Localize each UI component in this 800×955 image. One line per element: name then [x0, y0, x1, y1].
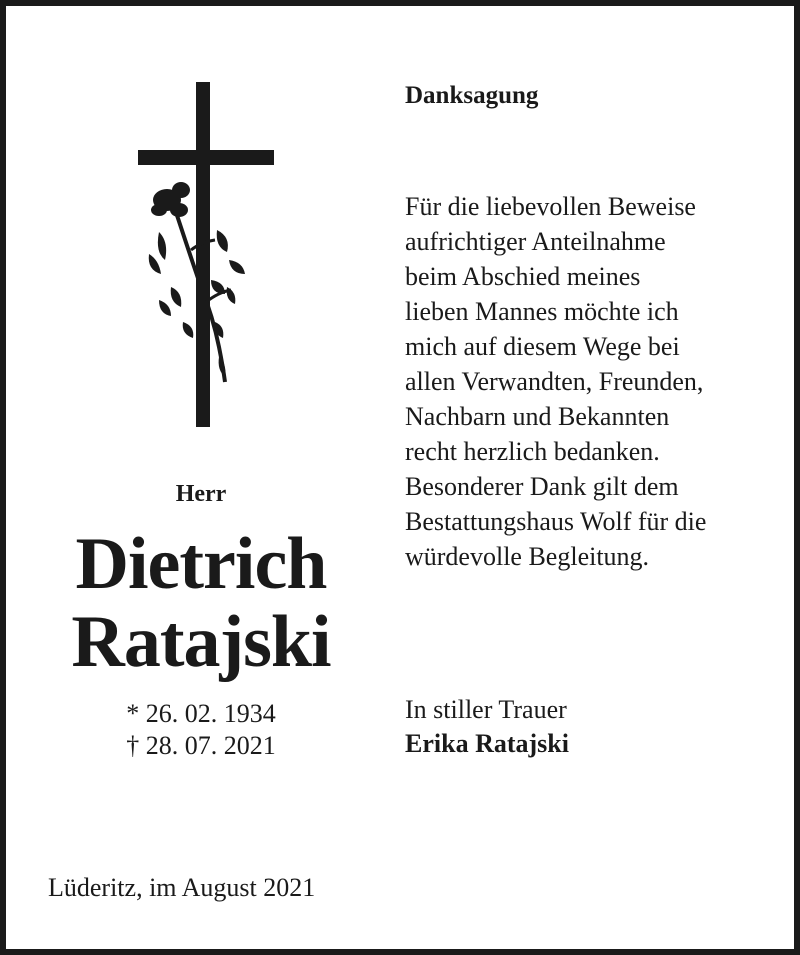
place-and-date: Lüderitz, im August 2021 — [48, 873, 316, 902]
deceased-last-name: Ratajski — [71, 601, 331, 683]
birth-date: * 26. 02. 1934 — [126, 699, 276, 728]
mourning-phrase: In stiller Trauer — [405, 695, 567, 724]
message-line: aufrichtiger Anteilnahme — [405, 227, 666, 256]
message-line: Besonderer Dank gilt dem — [405, 472, 679, 501]
thank-you-message — [405, 189, 795, 574]
message-line: recht herzlich bedanken. — [405, 437, 660, 466]
message-line: Bestattungshaus Wolf für die — [405, 507, 707, 536]
message-line: allen Verwandten, Freunden, — [405, 367, 704, 396]
death-date: † 28. 07. 2021 — [126, 731, 276, 760]
notice-heading: Danksagung — [405, 82, 539, 109]
message-line: lieben Mannes möchte ich — [405, 297, 679, 326]
signer-name: Erika Ratajski — [405, 729, 569, 758]
message-line: Nachbarn und Bekannten — [405, 402, 670, 431]
honorific: Herr — [175, 481, 227, 507]
cross-with-rose-icon — [131, 82, 281, 430]
deceased-first-name: Dietrich — [75, 523, 327, 605]
message-line: mich auf diesem Wege bei — [405, 332, 680, 361]
message-line: beim Abschied meines — [405, 262, 641, 291]
message-line: würdevolle Begleitung. — [405, 542, 650, 571]
message-line: Für die liebevollen Beweise — [405, 192, 696, 221]
